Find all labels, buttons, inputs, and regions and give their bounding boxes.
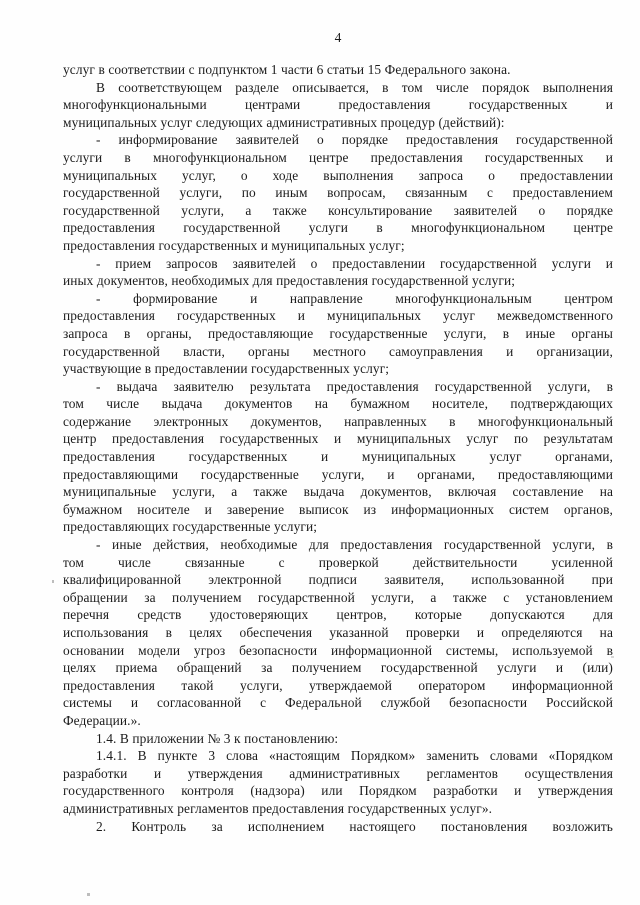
text-line: государственной услуги, по иным вопросам, связанным с предоставлением (63, 185, 613, 201)
text-line: муниципальных услуг, о ходе выполнения запроса о предоставлении (63, 167, 613, 183)
text-line: Федерации.». (63, 712, 141, 728)
text-line: 2. Контроль за исполнением настоящего постановления возложить (96, 818, 613, 834)
scan-speck (611, 656, 614, 658)
page-number: 4 (334, 30, 342, 45)
text-line: квалифицированной электронной подписи заявителя, использованной при (63, 572, 613, 588)
text-line: том числе связанные с проверкой действительности усиленной (63, 554, 613, 570)
scan-speck (52, 580, 54, 583)
text-line: центр предоставления государственных и муниципальных услуг по результатам (63, 431, 613, 447)
text-line: предоставляющих государственные услуги; (63, 519, 318, 535)
scan-speck (87, 893, 90, 896)
text-line: основании модели угроз безопасности информационной системы, используемой в (63, 642, 613, 658)
text-line: услуги в многофункциональном центре предоставления государственных и (63, 149, 613, 165)
document-body (63, 61, 613, 835)
text-line: системы и согласованной с Федеральной службой безопасности Российской (63, 695, 613, 711)
text-line: участвующие в предоставлении государственных услуг; (63, 361, 390, 377)
text-line: - прием запросов заявителей о предоставлении государственной услуги и (96, 255, 613, 271)
text-line: муниципальные услуги, а также выдача документов, включая составление на (63, 484, 613, 500)
text-line: использования в целях обеспечения указанной проверки и определяются на (63, 625, 613, 640)
text-line: услуг в соответствии с подпунктом 1 части 6 статьи 15 Федерального закона. (63, 62, 511, 77)
text-line: предоставления государственных и муниципальных услуг органами, (63, 449, 613, 465)
text-line: 1.4. В приложении № 3 к постановлению: (96, 730, 339, 746)
text-line: - информирование заявителей о порядке предоставления государственной (96, 132, 613, 148)
text-line: предоставляющими государственные услуги, и органами, предоставляющими (63, 466, 613, 482)
text-line: иных документов, необходимых для предоставления государственной услуги; (63, 273, 516, 289)
text-line: предоставления государственных и муниципальных услуг межведомственного (63, 308, 613, 324)
text-line: предоставления такой услуги, утверждаемой оператором информационной (63, 677, 613, 693)
text-line: государственной власти, органы местного самоуправления и организации, (63, 343, 613, 359)
text-line: содержание электронных документов, направленных в многофункциональный (63, 413, 613, 429)
text-line: административных регламентов предоставления государственных услуг». (63, 800, 493, 816)
text-line: том числе выдача документов на бумажном носителе, подтверждающих (63, 396, 613, 412)
text-line: предоставления государственных и муниципальных услуг; (63, 237, 405, 253)
text-line: целях приема обращений за получением государственной услуги и (или) (63, 660, 613, 676)
text-line: бумажном носителе и заверение выписок из информационных систем органов, (63, 501, 613, 517)
text-line: 1.4.1. В пункте 3 слова «настоящим Порядком» заменить словами «Порядком (96, 748, 613, 764)
text-line: В соответствующем разделе описывается, в том числе порядок выполнения (96, 79, 613, 95)
text-line: разработки и утверждения административных регламентов осуществления (63, 765, 613, 781)
text-line: муниципальных услуг следующих административных процедур (действий): (63, 114, 505, 130)
text-line: - формирование и направление многофункциональным центром (96, 290, 613, 306)
text-line: государственного контроля (надзора) или Порядком разработки и утверждения (63, 783, 613, 799)
text-line: перечня средств удостоверяющих центров, которые допускаются для (63, 607, 613, 623)
text-line: - иные действия, необходимые для предоставления государственной услуги, в (96, 537, 613, 553)
text-line: обращении за получением государственной услуги, а также с установлением (63, 589, 613, 605)
text-line: государственной услуги, а также консультирование заявителей о порядке (63, 202, 613, 218)
text-line: - выдача заявителю результата предоставления государственной услуги, в (96, 378, 613, 394)
text-line: многофункциональными центрами предоставления государственных и (63, 97, 613, 113)
text-line: запроса в органы, предоставляющие государственные услуги, в иные органы (63, 325, 613, 341)
text-line: предоставления государственной услуги в многофункциональном центре (63, 220, 613, 236)
